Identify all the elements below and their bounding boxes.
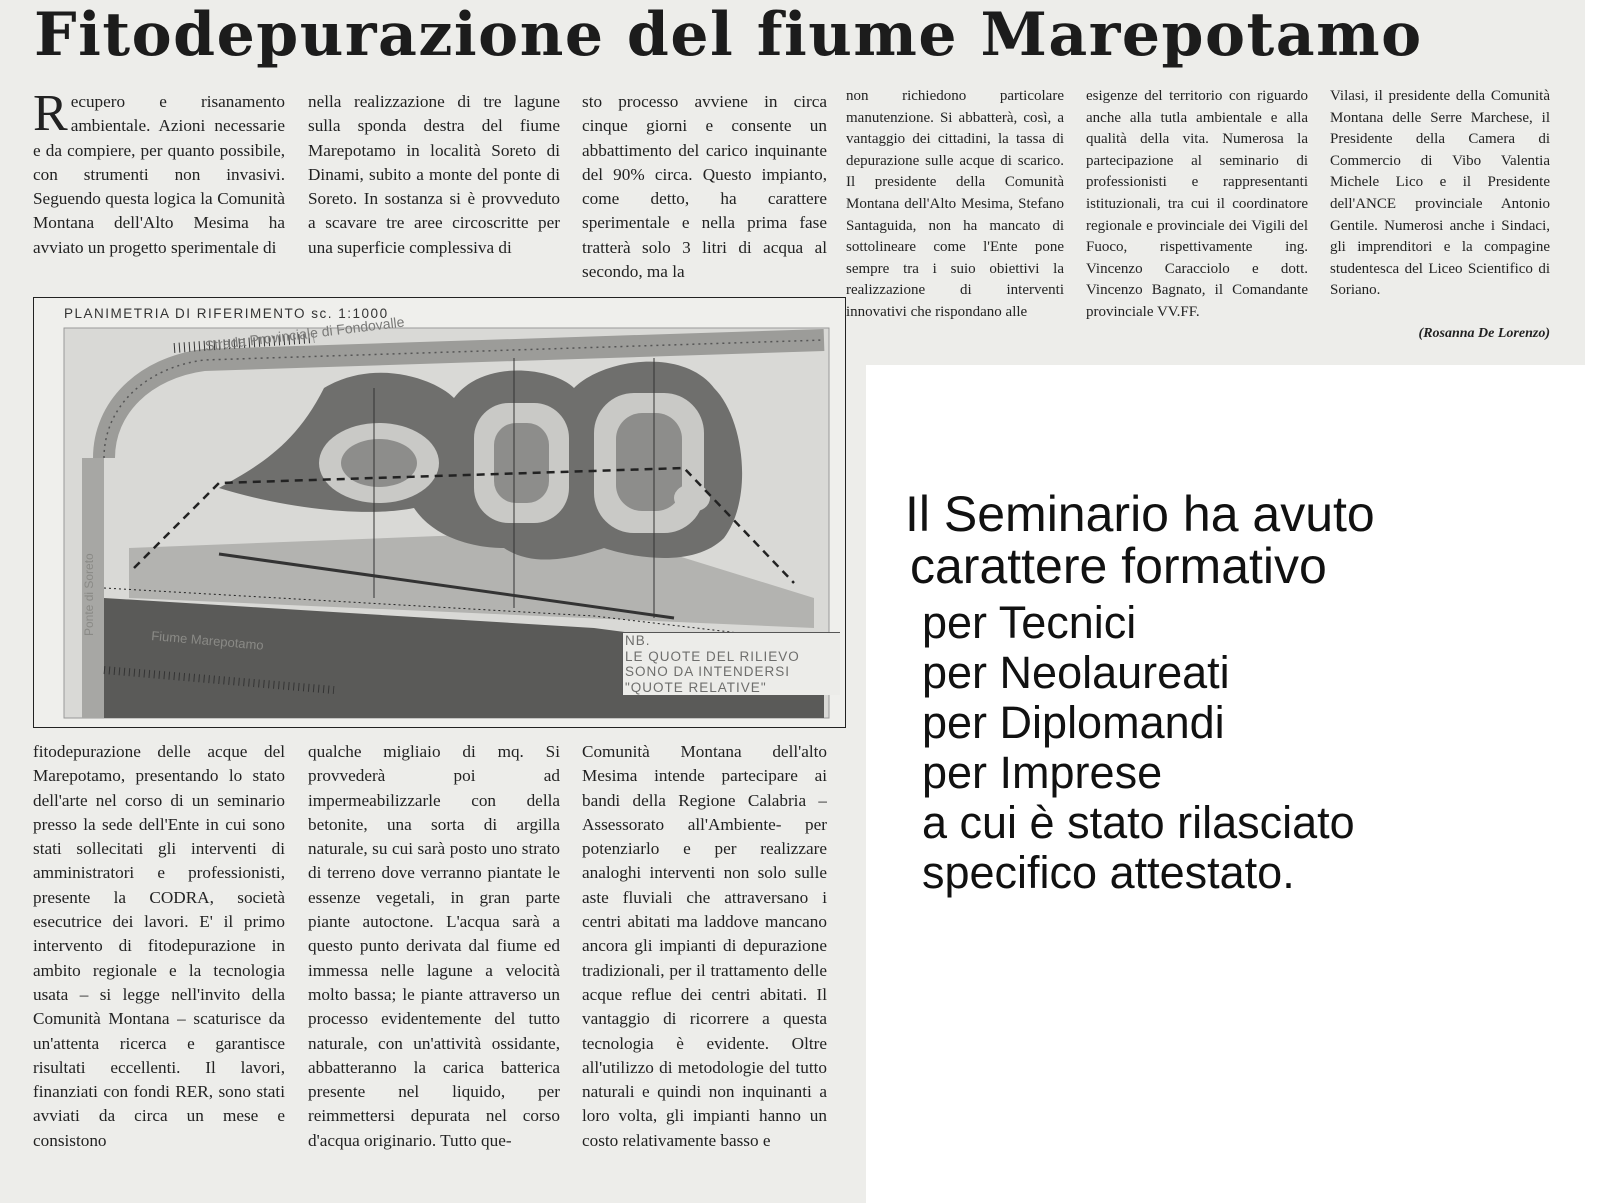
bridge-label: Ponte di Soreto [82,553,96,636]
caption-line-2: carattere formativo [910,538,1327,594]
note-line: NB. [625,633,651,648]
column-1-top-text: ecupero e risanamento ambientale. Azioni necessarie e da compiere, per quanto possibile, con strumenti non invasivi. Seguendo questa logica la Comunità Montana dell'Alto Mesima ha avviato un progetto sperimentale di [33,92,285,257]
road-label: Strada Provinciale di Fondovalle [204,313,406,354]
lagoon-3-core [616,413,682,511]
elevation-note [622,632,840,695]
article-column-5: esigenze del territorio con riguardo anche alla tutla ambientale e alla qualità della vita. Numerosa la partecipazione al seminario di professionisti e rappresentanti istituzionali, tra cui il coordinatore regionale e provinciale dei Vigili del Fuoco, rispettivamente ing. Vincenzo Caracciolo e dott. Vincenzo Bagnato, il Comandante provinciale VV.FF. [1086,88,1308,320]
caption-list-item: specifico attestato. [922,847,1295,898]
drop-cap: R [33,90,68,142]
river-label: Fiume Marepotamo [150,628,265,653]
article-column-4: non richiedono particolare manutenzione. Si abbatterà, così, a vantaggio dei cittadini, la tassa di depurazione sulle acque di scarico. Il presidente della Comunità Montana dell'Alto Mesima, Stefano Santaguida, non ha mancato di sottolineare come l'Ente pone sempre tra i suio obiettivi la realizzazione di interventi innovativi che rispondano alle [846,88,1064,320]
note-line: "QUOTE RELATIVE" [625,679,767,695]
caption-list-item: a cui è stato rilasciato [922,797,1355,848]
article-column-1-top [33,90,285,285]
article-column-2-top: nella realizzazione di tre lagune sulla sponda destra del fiume Marepotamo in località Soreto di Dinami, subito a monte del ponte di Soreto. In sostanza si è provveduto a scavare tre aree circoscritte per una superficie complessiva di [308,92,560,257]
plan-title: PLANIMETRIA DI RIFERIMENTO sc. 1:1000 [64,306,389,321]
caption-list-item: per Diplomandi [922,697,1225,748]
article-column-6: Vilasi, il presidente della Comunità Montana delle Serre Marchese, il Presidente della Camera di Commercio di Vibo Valentia Michele Lico e il Presidente dell'ANCE provinciale Antonio Gentile. Numerosi anche i Sindaci, gli imprenditori e la compagine studentesca del Liceo Scientifico di Soriano. [1330,88,1550,299]
site-plan-diagram [33,297,846,728]
article-byline: (Rosanna De Lorenzo) [1418,326,1550,341]
seminar-caption [905,488,1565,898]
article-headline: Fitodepurazione del fiume Marepotamo [34,0,1423,70]
caption-list-item: per Tecnici [922,597,1137,648]
lagoon-2-core [494,423,549,503]
article-column-1-bottom: fitodepurazione delle acque del Marepotamo, presentando lo stato dell'arte nel corso di un seminario presso la sede dell'Ente in cui sono stati sollecitati gli interventi di amministratori e professionisti, presente la CODRA, società esecutrice dei lavori. E' il primo intervento di fitodepurazione in ambito regionale e la tecnologia usata – si legge nell'invito della Comunità Montana – scaturisce da un'attenta ricerca e garantisce risultati eccellenti. Il lavori, finanziati con fondi RER, sono stati avviati da circa un mese e consistono [33,742,285,1150]
caption-audience-list [922,598,1565,898]
note-line: LE QUOTE DEL RILIEVO [625,648,800,664]
caption-line-1: Il Seminario ha avuto [905,486,1375,542]
note-line: SONO DA INTENDERSI [625,664,791,679]
article-column-3-bottom: Comunità Montana dell'alto Mesima intende partecipare ai bandi della Regione Calabria –Assessorato all'Ambiente- per potenziarlo e per realizzare analoghi interventi non solo sulle aste fluviali che attraversano i centri abitati ma laddove mancano ancora gli impianti di depurazione tradizionali, per il trattamento delle acque reflue dei centri abitati. Il vantaggio di ricorrere a questa tecnologia è evidente. Oltre all'utilizzo di metodologie del tutto naturali e quindi non inquinanti a loro volta, gli impianti hanno un costo relativamente basso e [582,742,827,1150]
caption-list-item: per Neolaureati [922,647,1230,698]
article-column-3-top: sto processo avviene in circa cinque giorni e consente un abbattimento del carico inquinante del 90% circa. Questo impianto, come detto, ha carattere sperimentale e nella prima fase tratterà solo 3 litri di acqua al secondo, ma la [582,92,827,282]
caption-list-item: per Imprese [922,747,1163,798]
lagoon-outlet [674,484,710,512]
article-column-2-bottom: qualche migliaio di mq. Si provvederà poi ad impermeabilizzarle con della betonite, una sorta di argilla naturale, su cui sarà posto uno strato di terreno dove verranno piantate le essenze vegetali, in gran parte piante autoctone. L'acqua sarà a questo punto derivata dal fiume ed immessa nelle lagune a velocità molto bassa; le piante attraverso un processo evidentemente del tutto naturale, con un'attività ossidante, abbatteranno la carica batterica presente nel liquido, per reimmettersi depurata nel corso d'acqua originario. Tutto que- [308,742,560,1150]
